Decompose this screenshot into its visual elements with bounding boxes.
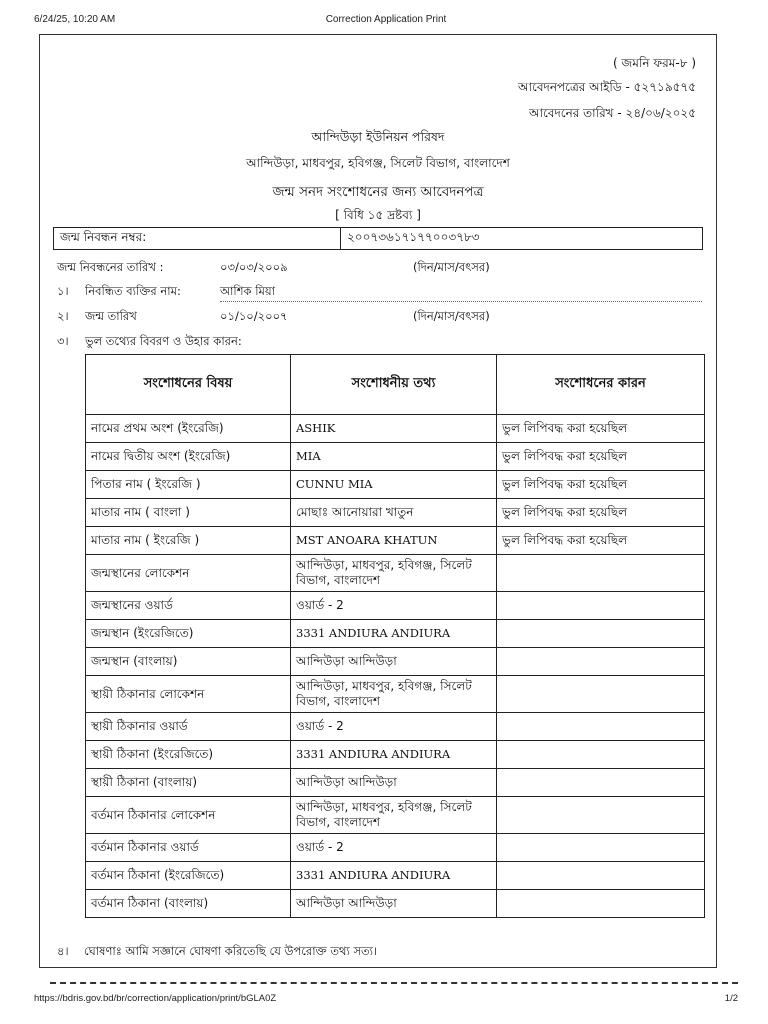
person-name-label: নিবন্ধিত ব্যক্তির নাম:	[85, 284, 181, 298]
birth-date-number: ২।	[57, 309, 69, 323]
table-row	[86, 890, 705, 918]
cell-value: আন্দিউড়া আন্দিউড়া	[291, 769, 497, 797]
table-header-row	[86, 355, 705, 415]
correction-table	[85, 354, 705, 918]
print-footer	[34, 993, 738, 1009]
cell-subject: বর্তমান ঠিকানা (ইংরেজিতে)	[86, 862, 291, 890]
person-name-value: আশিক মিয়া	[220, 284, 275, 298]
cell-value: 3331 ANDIURA ANDIURA	[291, 862, 497, 890]
office-name: আন্দিউড়া ইউনিয়ন পরিষদ	[311, 129, 445, 144]
table-row	[86, 676, 705, 713]
cell-reason	[497, 676, 705, 713]
cell-subject: বর্তমান ঠিকানার ওয়ার্ড	[86, 834, 291, 862]
cell-value: মোছাঃ আনোয়ারা খাতুন	[291, 499, 497, 527]
registration-number-label: জন্ম নিবন্ধন নম্বর:	[54, 228, 341, 249]
cell-value: আন্দিউড়া, মাধবপুর, হবিগঞ্জ, সিলেট বিভাগ, বাংলাদেশ	[291, 797, 497, 834]
cell-value: আন্দিউড়া আন্দিউড়া	[291, 648, 497, 676]
person-name-number: ১।	[57, 284, 69, 298]
cell-reason: ভুল লিপিবদ্ধ করা হয়েছিল	[497, 415, 705, 443]
table-row	[86, 415, 705, 443]
table-row	[86, 555, 705, 592]
cell-reason: ভুল লিপিবদ্ধ করা হয়েছিল	[497, 443, 705, 471]
cell-reason: ভুল লিপিবদ্ধ করা হয়েছিল	[497, 527, 705, 555]
form-title: জন্ম সনদ সংশোধনের জন্য আবেদনপত্র	[272, 184, 484, 200]
cell-value: ওয়ার্ড - 2	[291, 834, 497, 862]
birth-date-label: জন্ম তারিখ	[85, 309, 137, 323]
print-header	[34, 14, 738, 30]
header-value: সংশোধনীয় তথ্য	[291, 355, 497, 415]
cell-reason	[497, 834, 705, 862]
cell-subject: স্থায়ী ঠিকানার ওয়ার্ড	[86, 713, 291, 741]
cell-value: ASHIK	[291, 415, 497, 443]
cell-value: আন্দিউড়া, মাধবপুর, হবিগঞ্জ, সিলেট বিভাগ, বাংলাদেশ	[291, 676, 497, 713]
header-reason: সংশোধনের কারন	[497, 355, 705, 415]
cell-subject: জন্মস্থান (ইংরেজিতে)	[86, 620, 291, 648]
office-address: আন্দিউড়া, মাধবপুর, হবিগঞ্জ, সিলেট বিভাগ, বাংলাদেশ	[246, 156, 510, 170]
registration-date-label: জন্ম নিবন্ধনের তারিখ :	[57, 260, 164, 274]
section3-number: ৩।	[57, 334, 69, 348]
person-name-row	[40, 283, 716, 301]
declaration	[57, 943, 377, 962]
table-row	[86, 648, 705, 676]
cell-subject: স্থায়ী ঠিকানা (বাংলায়)	[86, 769, 291, 797]
cell-subject: স্থায়ী ঠিকানার লোকেশন	[86, 676, 291, 713]
cell-subject: জন্মস্থান (বাংলায়)	[86, 648, 291, 676]
cell-reason: ভুল লিপিবদ্ধ করা হয়েছিল	[497, 499, 705, 527]
cell-reason	[497, 592, 705, 620]
registration-date-format: (দিন/মাস/বৎসর)	[413, 260, 490, 274]
cell-subject: বর্তমান ঠিকানা (বাংলায়)	[86, 890, 291, 918]
birth-date-row	[40, 308, 716, 326]
registration-number-box	[53, 227, 703, 250]
header-subject: সংশোধনের বিষয়	[86, 355, 291, 415]
table-row	[86, 499, 705, 527]
declaration-number: ৪।	[57, 944, 69, 958]
table-row	[86, 443, 705, 471]
cell-reason	[497, 797, 705, 834]
cell-value: 3331 ANDIURA ANDIURA	[291, 741, 497, 769]
name-dotted-line	[220, 301, 702, 302]
registration-number-value: ২০০৭৩৬১৭১৭৭০০৩৭৮৩	[347, 229, 480, 244]
cell-subject: মাতার নাম ( বাংলা )	[86, 499, 291, 527]
section3-row	[40, 333, 716, 351]
cell-reason: ভুল লিপিবদ্ধ করা হয়েছিল	[497, 471, 705, 499]
table-row	[86, 862, 705, 890]
cell-value: ওয়ার্ড - 2	[291, 592, 497, 620]
form-number: ( জমনি ফরম-৮ )	[613, 56, 696, 70]
cell-reason	[497, 862, 705, 890]
cell-subject: পিতার নাম ( ইংরেজি )	[86, 471, 291, 499]
cell-reason	[497, 713, 705, 741]
table-row	[86, 592, 705, 620]
registration-date-row	[40, 259, 716, 277]
cell-subject: নামের প্রথম অংশ (ইংরেজি)	[86, 415, 291, 443]
section3-label: ভুল তথ্যের বিবরণ ও উহার কারন:	[85, 334, 242, 348]
cell-value: MST ANOARA KHATUN	[291, 527, 497, 555]
table-row	[86, 769, 705, 797]
print-title: Correction Application Print	[325, 14, 447, 25]
cell-subject: জন্মস্থানের লোকেশন	[86, 555, 291, 592]
cell-value: MIA	[291, 443, 497, 471]
cell-reason	[497, 620, 705, 648]
cell-subject: জন্মস্থানের ওয়ার্ড	[86, 592, 291, 620]
application-form-sheet	[39, 34, 717, 968]
print-url: https://bdris.gov.bd/br/correction/application/print/bGLA0Z	[34, 993, 277, 1004]
cell-reason	[497, 741, 705, 769]
print-date: 6/24/25, 10:20 AM	[34, 14, 116, 25]
birth-date-value: ০১/১০/২০০৭	[220, 309, 288, 323]
table-row	[86, 713, 705, 741]
cell-reason	[497, 648, 705, 676]
table-row	[86, 834, 705, 862]
cell-value: ওয়ার্ড - 2	[291, 713, 497, 741]
cell-value: আন্দিউড়া আন্দিউড়া	[291, 890, 497, 918]
table-row	[86, 527, 705, 555]
rule-reference: [ বিধি ১৫ দ্রষ্টব্য ]	[335, 208, 421, 222]
page-number: 1/2	[724, 993, 738, 1004]
cell-reason	[497, 555, 705, 592]
cell-value: 3331 ANDIURA ANDIURA	[291, 620, 497, 648]
cell-subject: স্থায়ী ঠিকানা (ইংরেজিতে)	[86, 741, 291, 769]
dashed-separator	[50, 982, 738, 984]
cell-value: CUNNU MIA	[291, 471, 497, 499]
birth-date-format: (দিন/মাস/বৎসর)	[413, 309, 490, 323]
registration-date-value: ০৩/০৩/২০০৯	[220, 260, 288, 274]
cell-subject: বর্তমান ঠিকানার লোকেশন	[86, 797, 291, 834]
table-row	[86, 797, 705, 834]
table-row	[86, 741, 705, 769]
cell-reason	[497, 890, 705, 918]
table-row	[86, 471, 705, 499]
application-id: আবেদনপত্রের আইডি - ৫২৭১৯৫৭৫	[518, 80, 696, 94]
cell-value: আন্দিউড়া, মাধবপুর, হবিগঞ্জ, সিলেট বিভাগ, বাংলাদেশ	[291, 555, 497, 592]
declaration-text: ঘোষণাঃ আমি সজ্ঞানে ঘোষণা করিতেছি যে উপরোক্ত তথ্য সত্য।	[84, 944, 378, 958]
cell-subject: নামের দ্বিতীয় অংশ (ইংরেজি)	[86, 443, 291, 471]
application-date: আবেদনের তারিখ - ২৪/০৬/২০২৫	[528, 106, 696, 120]
cell-reason	[497, 769, 705, 797]
table-row	[86, 620, 705, 648]
cell-subject: মাতার নাম ( ইংরেজি )	[86, 527, 291, 555]
